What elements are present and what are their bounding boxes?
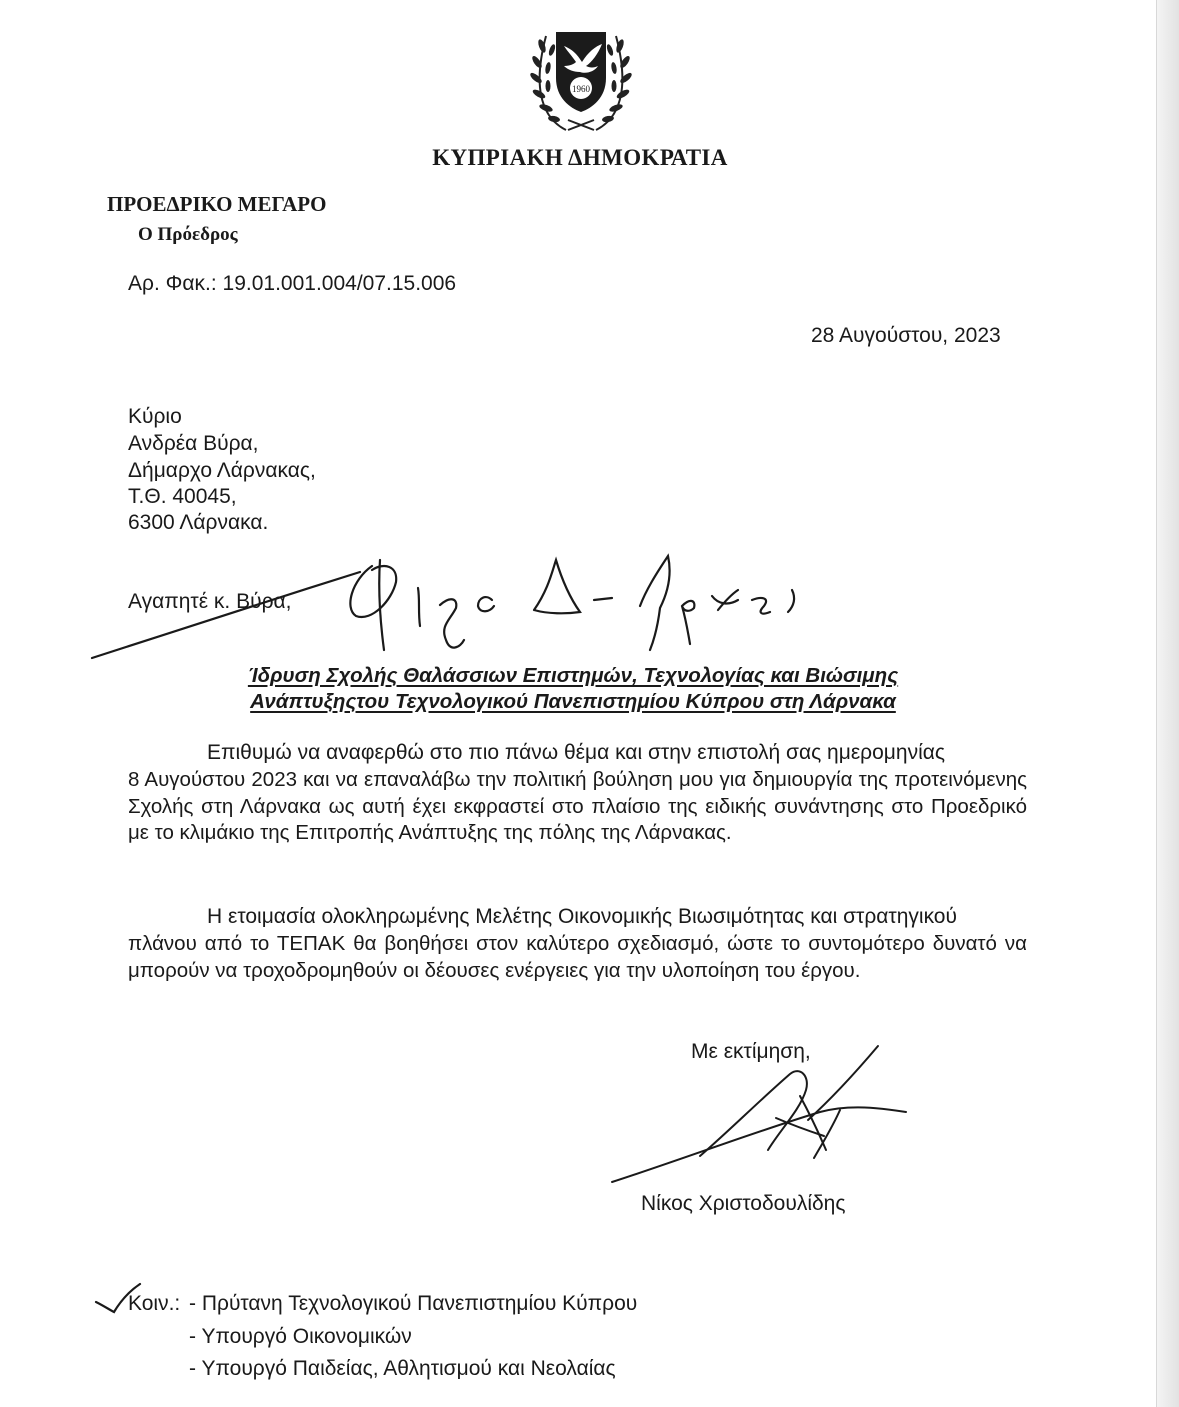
letter-date: 28 Αυγούστου, 2023	[811, 324, 1001, 347]
recipient-line: Τ.Θ. 40045,	[128, 485, 237, 508]
signatory-name: Νίκος Χριστοδουλίδης	[641, 1192, 846, 1215]
body-paragraph-1-first-line: Επιθυμώ να αναφερθώ στο πιο πάνω θέμα και στην επιστολή σας ημερομηνίας	[207, 741, 946, 764]
coat-of-arms-emblem	[528, 26, 634, 134]
subject-line-1: Ίδρυση Σχολής Θαλάσσιων Επιστημών, Τεχνολογίας και Βιώσιμης	[247, 664, 899, 687]
country-heading: ΚΥΠΡΙΑΚΗ ΔΗΜΟΚΡΑΤΙΑ	[432, 145, 728, 170]
page-edge	[1156, 0, 1179, 1407]
closing: Με εκτίμηση,	[691, 1040, 811, 1063]
cc-item: - Υπουργό Οικονομικών	[189, 1325, 412, 1348]
salutation: Αγαπητέ κ. Βύρα,	[128, 590, 292, 613]
cc-item: - Πρύτανη Τεχνολογικού Πανεπιστημίου Κύπρου	[189, 1292, 638, 1315]
cc-item: - Υπουργό Παιδείας, Αθλητισμού και Νεολαίας	[189, 1357, 616, 1380]
recipient-line: 6300 Λάρνακα.	[128, 511, 269, 534]
office-heading: ΠΡΟΕΔΡΙΚΟ ΜΕΓΑΡΟ	[107, 192, 327, 216]
body-paragraph-1: 8 Αυγούστου 2023 και να επαναλάβω την πολιτική βούληση μου για δημιουργία της προτεινόμενης Σχολής στη Λάρνακα ως αυτή έχει εκφραστεί στο πλαίσιο της ειδικής συνάντησης στο Προεδρικό με το κλιμάκιο της Επιτροπής Ανάπτυξης της πόλης της Λάρνακας.	[128, 768, 1027, 844]
recipient-line: Κύριο	[128, 405, 182, 428]
subject-line-2: Ανάπτυξηςτου Τεχνολογικού Πανεπιστημίου Κύπρου στη Λάρνακα	[250, 690, 896, 713]
recipient-line: Ανδρέα Βύρα,	[128, 432, 259, 455]
president-title: Ο Πρόεδρος	[138, 224, 238, 245]
signature	[612, 1046, 906, 1182]
file-reference: Αρ. Φακ.: 19.01.001.004/07.15.006	[128, 272, 457, 295]
crest-year: 1960	[572, 84, 590, 94]
cc-label: Κοιν.:	[128, 1292, 181, 1315]
body-paragraph-2: πλάνου από το ΤΕΠΑΚ θα βοηθήσει στον καλύτερο σχεδιασμό, ώστε το συντομότερο δυνατό να μπορούν να τροχοδρομηθούν οι δέουσες ενέργειες για την υλοποίηση του έργου.	[128, 932, 1027, 982]
body-paragraph-2-first-line: Η ετοιμασία ολοκληρωμένης Μελέτης Οικονομικής Βιωσιμότητας και στρατηγικού	[207, 905, 957, 928]
recipient-line: Δήμαρχο Λάρνακας,	[128, 459, 316, 482]
